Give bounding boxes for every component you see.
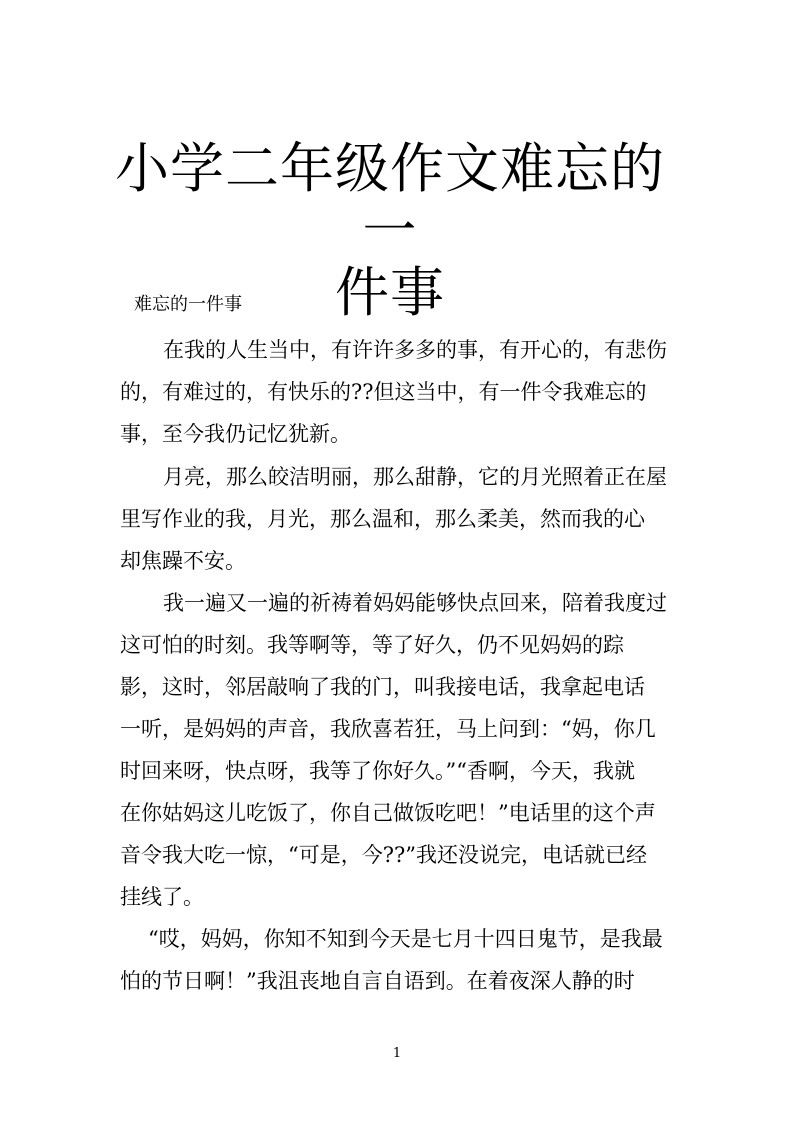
text-line: 却焦躁不安。 bbox=[120, 549, 246, 573]
text-line: 这可怕的时刻。我等啊等，等了好久，仍不见妈妈的踪 bbox=[120, 633, 624, 657]
text-line: “哎，妈妈，你知不知到今天是七月十四日鬼节，是我最 bbox=[148, 927, 663, 951]
text-line: 事，至今我仍记忆犹新。 bbox=[120, 422, 351, 446]
text-line: 影，这时，邻居敲响了我的门，叫我接电话，我拿起电话 bbox=[120, 675, 645, 699]
text-line: 时回来呀，快点呀，我等了你好久。”“香啊，今天，我就 bbox=[120, 759, 635, 783]
text-line: 音令我大吃一惊，“可是，今??”我还没说完，电话就已经 bbox=[120, 843, 647, 867]
text-line: 在你姑妈这儿吃饭了，你自己做饭吃吧！”电话里的这个声 bbox=[120, 801, 656, 825]
text-line: 一听，是妈妈的声音，我欣喜若狂，马上问到：“妈，你几 bbox=[120, 717, 656, 741]
title-line-2: 件事 bbox=[335, 261, 445, 324]
text-line: 挂线了。 bbox=[120, 885, 204, 909]
text-line: 我一遍又一遍的祈祷着妈妈能够快点回来，陪着我度过 bbox=[163, 591, 667, 615]
page-number: 1 bbox=[392, 1046, 402, 1061]
text-line: 在我的人生当中，有许许多多的事，有开心的，有悲伤 bbox=[163, 338, 667, 362]
section-subtitle: 难忘的一件事 bbox=[134, 294, 242, 315]
title-line-1: 小学二年级作文难忘的一 bbox=[115, 137, 665, 262]
text-line: 月亮，那么皎洁明丽，那么甜静，它的月光照着正在屋 bbox=[163, 465, 667, 489]
text-line: 怕的节日啊！”我沮丧地自言自语到。在着夜深人静的时 bbox=[120, 969, 635, 993]
text-line: 的，有难过的，有快乐的??但这当中，有一件令我难忘的 bbox=[120, 380, 647, 404]
text-line: 里写作业的我，月光，那么温和，那么柔美，然而我的心 bbox=[120, 507, 645, 531]
